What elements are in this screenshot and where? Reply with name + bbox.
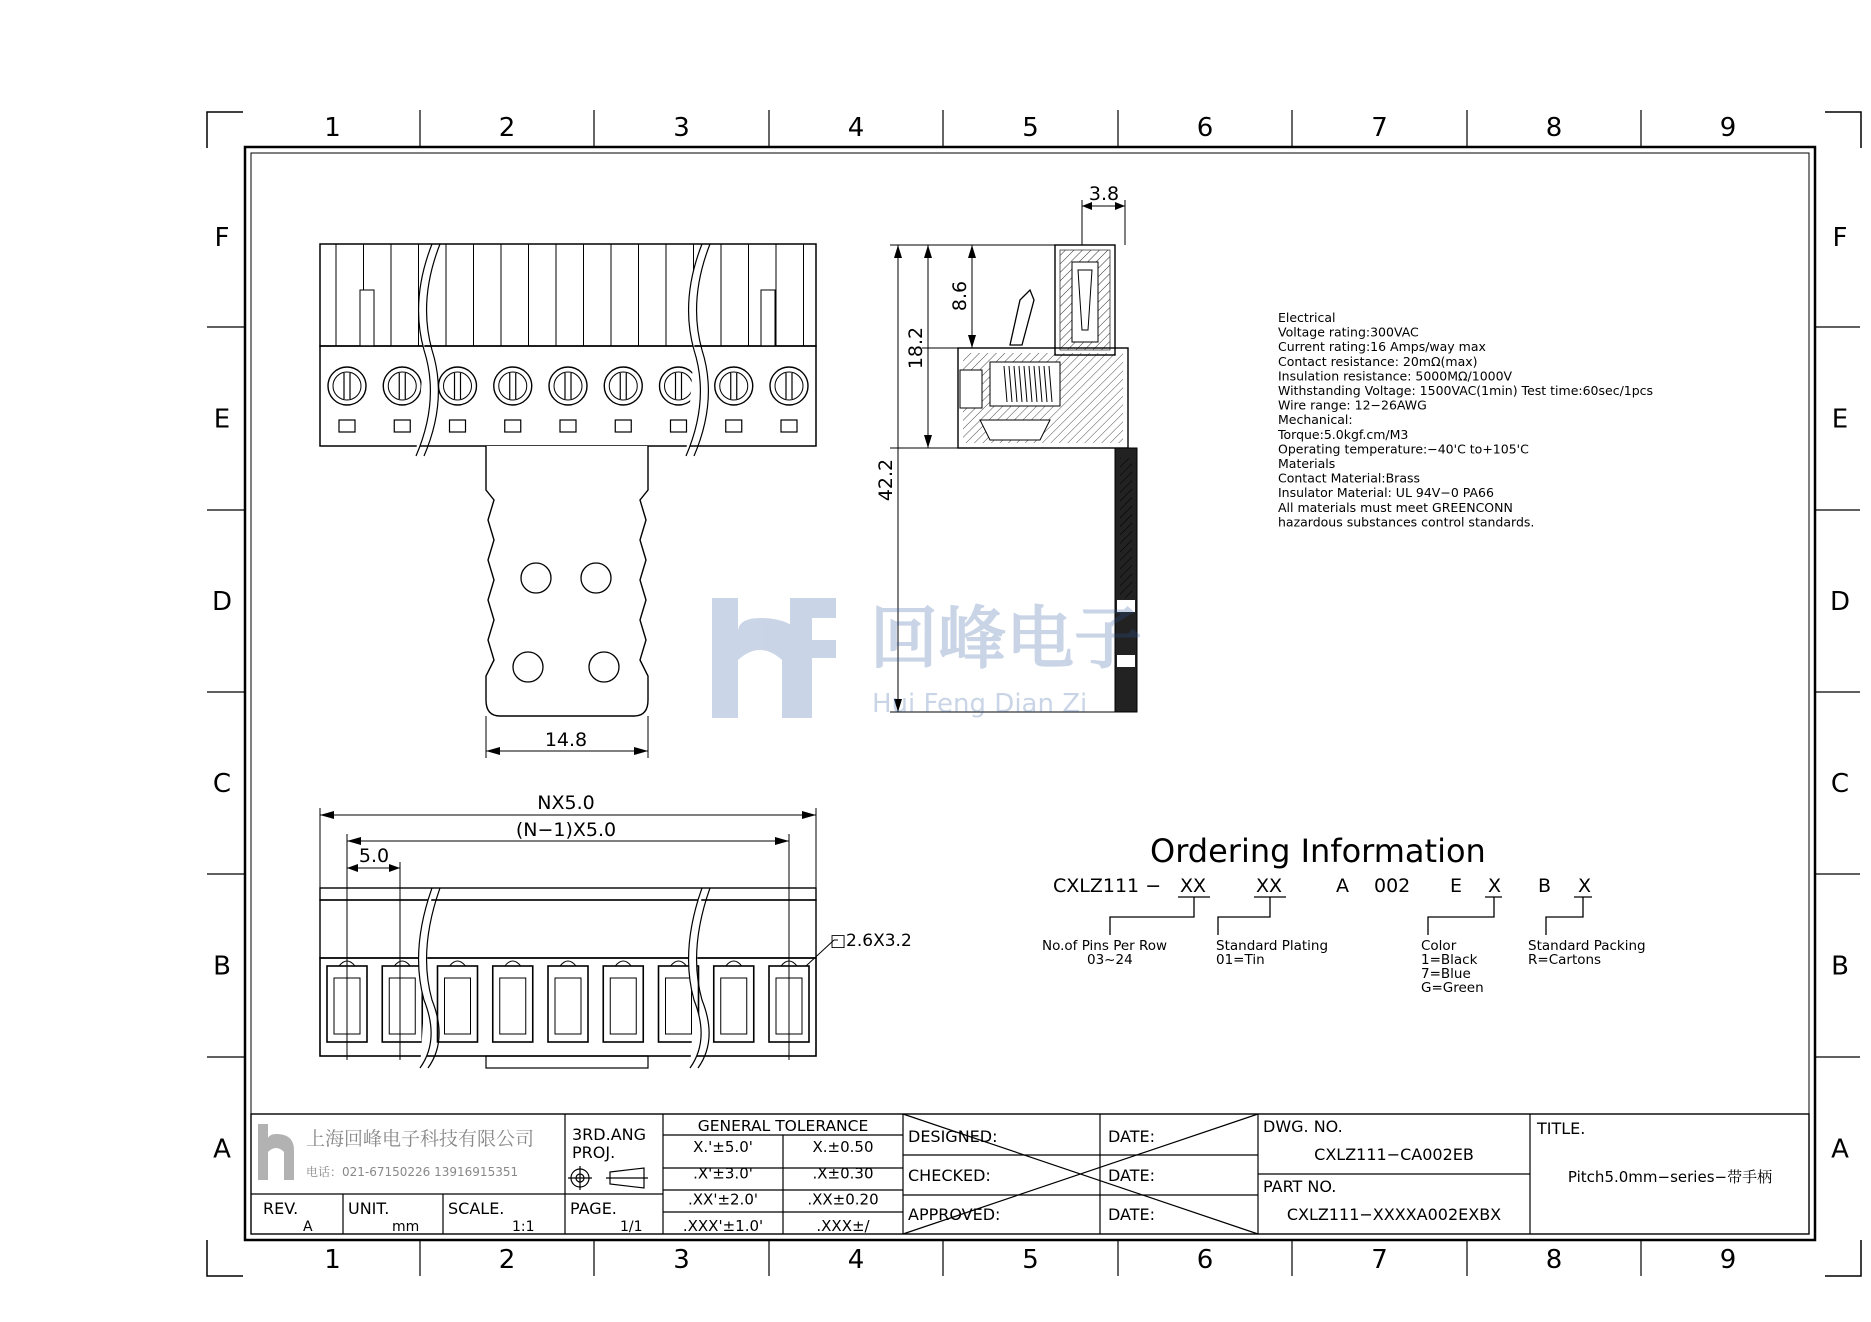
dim-width-top: 3.8 [1088,183,1120,205]
dim-pitch: 5.0 [358,845,390,867]
watermark-cn: 回峰电子 [870,600,1143,679]
dim-handle-width: 14.8 [544,729,588,751]
column-number-2-bottom: 2 [498,1245,516,1275]
ordering-seg-plating: XX [1256,875,1283,897]
tolerance-angle: X.'±5.0' [693,1138,753,1156]
dim-inner: (N−1)X5.0 [515,819,617,841]
column-number-4-bottom: 4 [847,1245,865,1275]
row-letter-f-right: F [1832,223,1848,253]
column-number-5-bottom: 5 [1022,1245,1039,1275]
ordering-seg-e: E [1450,875,1463,897]
column-number-3-top: 3 [673,113,690,143]
row-letter-c-left: C [212,769,232,799]
company-phone: 电话：021-67150226 13916915351 [306,1165,519,1179]
unit-label: UNIT. [348,1199,390,1218]
ordering-seg-pack: X [1578,875,1592,897]
part-no-value: CXLZ111−XXXXA002EXBX [1286,1205,1502,1224]
tolerance-angle: .XXX'±1.0' [682,1216,764,1235]
spec-line: Wire range: 12−26AWG [1278,397,1427,413]
company-logo [258,1124,294,1180]
date-label-3: DATE: [1108,1205,1156,1224]
company-name: 上海回峰电子科技有限公司 [306,1128,535,1150]
column-number-6-top: 6 [1196,113,1214,143]
ordering-seg-pins: XX [1180,875,1207,897]
dwg-no-label: DWG. NO. [1263,1117,1343,1136]
column-number-2-top: 2 [498,113,516,143]
row-letter-c-right: C [1830,769,1850,799]
spec-line: Torque:5.0kgf.cm/M3 [1278,426,1409,442]
approved-label: APPROVED: [908,1205,1001,1224]
row-letter-f-left: F [214,223,230,253]
ordering-color-1: 1=Black [1421,952,1478,968]
column-number-7-bottom: 7 [1371,1245,1388,1275]
ordering-pins-range: 03~24 [1087,952,1133,968]
dim-overall: NX5.0 [537,792,595,814]
ordering-color-g: G=Green [1421,980,1484,996]
ordering-packing-value: R=Cartons [1528,952,1602,968]
spec-line: All materials must meet GREENCONN [1278,499,1513,515]
column-number-1-top: 1 [324,113,341,143]
row-letter-b-right: B [1831,951,1849,982]
watermark-en: Hui Feng Dian Zi [872,689,1088,719]
tolerance-linear: .X±0.30 [812,1164,874,1183]
part-no-label: PART NO. [1263,1177,1337,1196]
checked-label: CHECKED: [908,1166,991,1185]
dwg-no-value: CXLZ111−CA002EB [1314,1145,1474,1164]
row-letter-d-left: D [211,587,233,617]
column-number-6-bottom: 6 [1196,1245,1214,1275]
ordering-plating-value: 01=Tin [1216,952,1265,968]
scale-label: SCALE. [448,1199,505,1218]
spec-line: Electrical [1278,310,1336,325]
spec-line: Withstanding Voltage: 1500VAC(1min) Test time:60sec/1pcs [1278,383,1654,398]
dim-42-2: 42.2 [875,458,897,502]
proj-label-1: 3RD.ANG [572,1125,647,1144]
column-number-9-top: 9 [1719,113,1737,143]
rev-value: A [303,1219,313,1235]
column-number-5-top: 5 [1022,113,1039,143]
title-label: TITLE. [1537,1119,1586,1138]
tolerance-linear: .XXX±/ [816,1216,870,1235]
column-number-7-top: 7 [1371,113,1388,143]
row-letter-a-right: A [1831,1134,1849,1165]
spec-line: Voltage rating:300VAC [1278,324,1419,340]
tolerance-angle: .XX'±2.0' [688,1190,758,1209]
ordering-plating-label: Standard Plating [1216,938,1329,954]
spec-line: Mechanical: [1278,412,1353,428]
tolerance-linear: .XX±0.20 [807,1190,879,1209]
designed-label: DESIGNED: [908,1127,998,1146]
column-number-4-top: 4 [847,113,865,143]
ordering-seg-color: X [1488,875,1502,897]
row-letter-e-left: E [213,404,231,435]
dim-hole: □2.6X3.2 [830,931,912,951]
ordering-seg-b: B [1538,875,1552,897]
ordering-information [1042,832,1646,996]
column-number-1-bottom: 1 [324,1245,341,1275]
rev-label: REV. [263,1199,299,1218]
spec-line: Current rating:16 Amps/way max [1278,339,1486,355]
ordering-code-prefix: CXLZ111 − [1053,875,1162,897]
spec-line: hazardous substances control standards. [1278,514,1535,530]
ordering-color-label: Color [1421,938,1457,954]
spec-notes [1277,310,1653,529]
title-block [251,1114,1809,1235]
spec-line: Contact resistance: 20mΩ(max) [1278,353,1478,369]
spec-line: Operating temperature:−40'C to+105'C [1278,441,1529,457]
row-letter-d-right: D [1829,587,1851,617]
page-value: 1/1 [620,1219,643,1235]
ordering-title: Ordering Information [1150,832,1486,870]
row-letter-a-left: A [213,1134,231,1165]
tolerance-angle: .X'±3.0' [693,1164,753,1183]
scale-value: 1:1 [512,1219,535,1235]
row-letter-b-left: B [213,951,231,982]
ordering-pins-label: No.of Pins Per Row [1042,938,1168,954]
column-number-8-bottom: 8 [1545,1245,1563,1275]
front-view [320,244,816,758]
spec-line: Contact Material:Brass [1278,470,1420,486]
column-number-3-bottom: 3 [673,1245,690,1275]
projection-symbol-icon [568,1166,648,1190]
tolerance-linear: X.±0.50 [812,1138,874,1156]
page-label: PAGE. [570,1199,617,1218]
ordering-color-7: 7=Blue [1421,966,1471,982]
ordering-packing-label: Standard Packing [1528,938,1646,954]
dim-18-2: 18.2 [905,326,927,370]
spec-line: Insulation resistance: 5000MΩ/1000V [1278,368,1513,384]
dim-8-6: 8.6 [949,280,971,312]
row-letter-e-right: E [1831,404,1849,435]
spec-line: Materials [1278,456,1336,471]
top-view [320,792,912,1068]
unit-value: mm [392,1219,420,1235]
watermark [712,598,1142,719]
proj-label-2: PROJ. [572,1143,616,1162]
date-label-1: DATE: [1108,1127,1156,1146]
column-number-9-bottom: 9 [1719,1245,1737,1275]
column-number-8-top: 8 [1545,113,1563,143]
ordering-seg-a: A [1336,875,1349,897]
ordering-seg-002: 002 [1374,875,1411,897]
tolerance-title: GENERAL TOLERANCE [697,1117,869,1135]
date-label-2: DATE: [1108,1166,1156,1185]
title-value: Pitch5.0mm−series−带手柄 [1567,1168,1773,1186]
spec-line: Insulator Material: UL 94V−0 PA66 [1278,485,1494,501]
